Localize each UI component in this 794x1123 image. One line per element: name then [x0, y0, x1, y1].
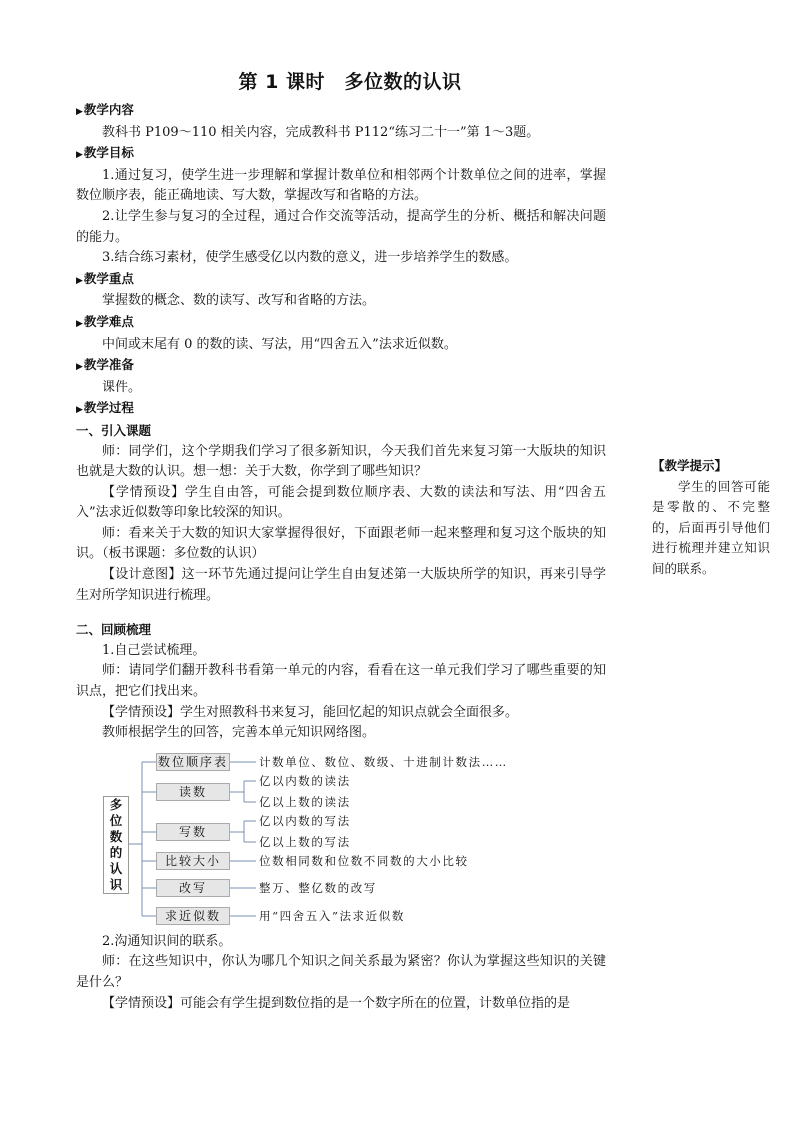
paragraph: 2.沟通知识间的联系。 [102, 933, 232, 949]
map-center-node: 多 位 数 的 认 识 [103, 796, 129, 894]
paragraph: 【学情预设】学生自由答，可能会提到数位顺序表、大数的读法和写法、用“四舍五入”法求近似数等印象比较深的知识。 [76, 484, 606, 521]
map-node: 数位顺序表 [157, 754, 228, 769]
paragraph: 中间或末尾有 0 的数的读、写法，用“四舍五入”法求近似数。 [102, 336, 457, 352]
teaching-tip-sidebar [652, 456, 770, 580]
section-heading: ▶教学重点 [76, 270, 134, 286]
paragraph: 师：请同学们翻开教科书看第一单元的内容，看看在这一单元我们学习了哪些重要的知识点，把它们找出来。 [76, 663, 606, 700]
paragraph: 掌握数的概念、数的读写、改写和省略的方法。 [102, 293, 376, 309]
paragraph: 课件。 [102, 379, 142, 395]
lesson-body [76, 100, 606, 1014]
map-leaf: 用“四舍五入”法求近似数 [259, 908, 405, 923]
map-leaf: 亿以内数的写法 [259, 813, 351, 828]
map-node: 读数 [156, 783, 230, 801]
section-heading: ▶教学内容 [76, 102, 134, 117]
map-leaf: 亿以上数的写法 [259, 834, 351, 849]
paragraph: 【设计意图】这一环节先通过提问让学生自由复述第一大版块所学的知识，再来引导学生对所学知识进行梳理。 [76, 567, 606, 603]
map-leaf: 亿以内数的读法 [259, 773, 351, 788]
knowledge-map [76, 750, 606, 926]
sidebar-title: 【教学提示】 [652, 458, 728, 473]
part-heading: 二、回顾梳理 [76, 622, 152, 638]
map-leaf: 计数单位、数位、数级、十进制计数法…… [259, 754, 508, 769]
section-heading: ▶教学准备 [76, 357, 134, 373]
paragraph: 1.通过复习，使学生进一步理解和掌握计数单位和相邻两个计数单位之间的进率，掌握数位顺序表，能正确地读、写大数，掌握改写和省略的方法。 [76, 167, 606, 204]
section-heading: ▶教学目标 [76, 145, 134, 161]
paragraph: 师：同学们，这个学期我们学习了很多新知识，今天我们首先来复习第一大版块的知识也就是大数的认识。想一想：关于大数，你学到了哪些知识？ [76, 443, 606, 480]
page-title: 第 1 课时 多位数的认识 [238, 71, 462, 93]
paragraph: 3.结合练习素材，使学生感受亿以内数的意义，进一步培养学生的数感。 [102, 250, 518, 266]
map-leaf: 位数相同数和位数不同数的大小比较 [259, 853, 469, 868]
map-node: 写数 [156, 823, 230, 841]
section-heading: ▶教学过程 [76, 400, 134, 416]
paragraph: 师：看来关于大数的知识大家掌握得很好，下面跟老师一起来整理和复习这个版块的知识。（板书课题：多位数的认识） [76, 525, 606, 562]
part-heading: 一、引入课题 [76, 422, 152, 438]
map-node: 比较大小 [156, 852, 230, 870]
paragraph: 教科书 P109～110 相关内容，完成教科书 P112“练习二十一”第 1～3题。 [102, 124, 540, 140]
map-leaf: 亿以上数的读法 [259, 794, 351, 809]
map-leaf: 整万、整亿数的改写 [259, 880, 377, 895]
paragraph: 【学情预设】学生对照教科书来复习，能回忆起的知识点就会全面很多。 [102, 704, 519, 720]
map-node: 求近似数 [156, 907, 230, 925]
sidebar-text: 学生的回答可能是零散的、不完整的，后面再引导他们进行梳理并建立知识间的联系。 [652, 478, 770, 576]
section-heading: ▶教学难点 [76, 313, 134, 329]
paragraph: 师：在这些知识中，你认为哪几个知识之间关系最为紧密？你认为掌握这些知识的关键是什么？ [76, 954, 606, 990]
map-node: 改写 [156, 879, 230, 897]
paragraph: 教师根据学生的回答，完善本单元知识网络图。 [102, 725, 376, 741]
paragraph: 2.让学生参与复习的全过程，通过合作交流等活动，提高学生的分析、概括和解决问题的能力。 [76, 208, 606, 245]
paragraph: 1.自己尝试梳理。 [102, 642, 206, 658]
paragraph: 【学情预设】可能会有学生提到数位指的是一个数字所在的位置，计数单位指的是 [102, 995, 571, 1011]
